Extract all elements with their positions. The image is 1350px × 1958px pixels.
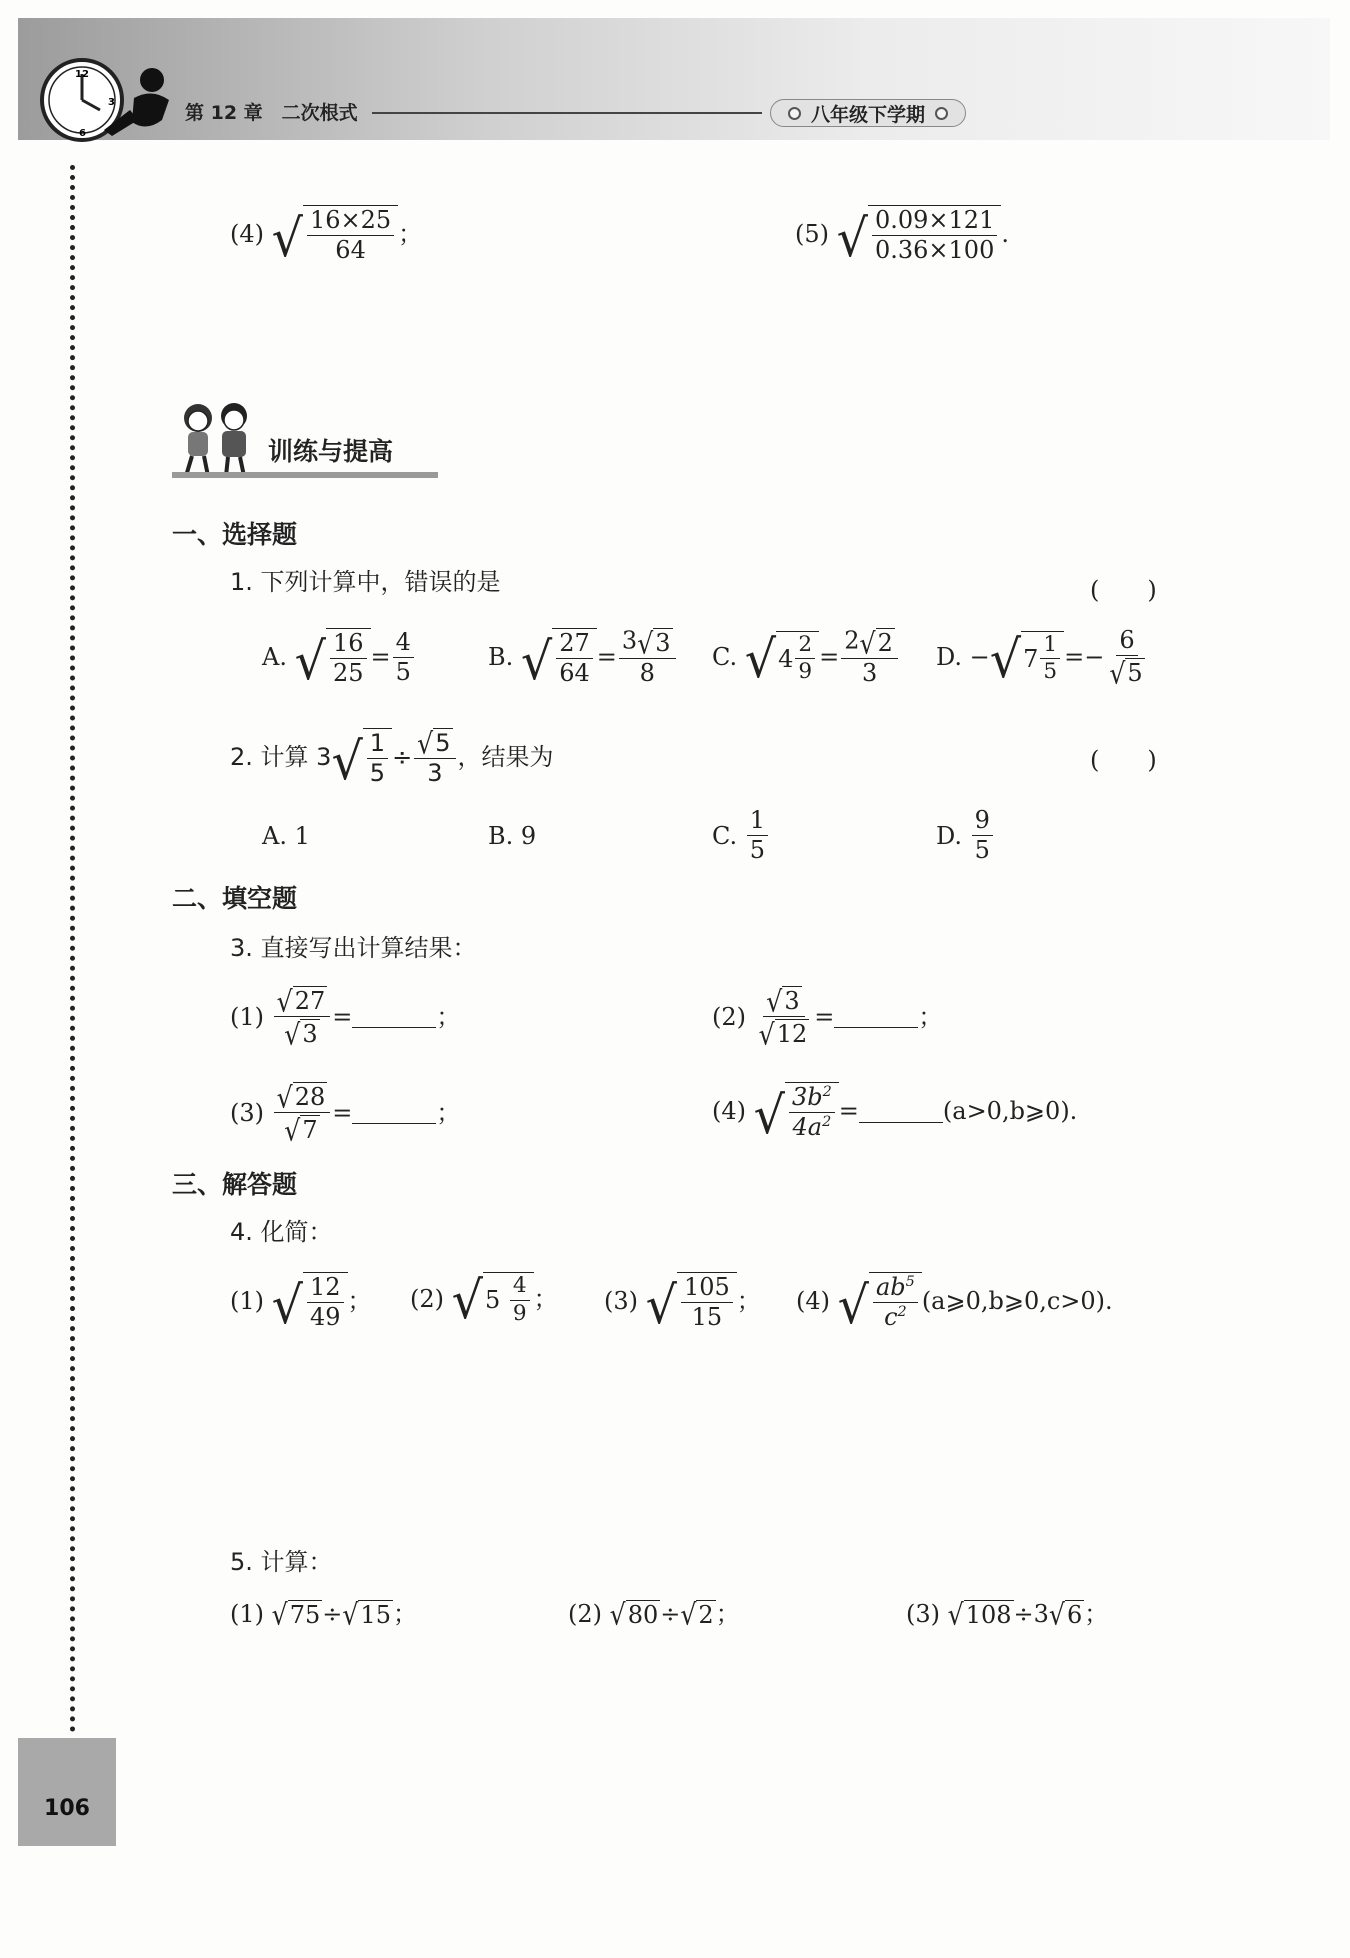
- section-banner-title: 训练与提高: [268, 437, 394, 466]
- grade-label: 八年级下学期: [810, 103, 925, 126]
- part-label: (2): [410, 1284, 444, 1313]
- numerator: 6: [1116, 628, 1137, 656]
- part-label: (3): [604, 1287, 638, 1316]
- q5-part-1: (1) √ 75 ÷ √ 15 ；: [230, 1597, 417, 1632]
- punctuation: ；: [436, 1098, 461, 1127]
- divide-sign: ÷: [392, 743, 413, 772]
- divide-sign: ÷: [322, 1599, 343, 1628]
- section-heading-choice: 一、选择题: [172, 520, 298, 549]
- denominator: 5: [1043, 659, 1058, 685]
- q1-option-d: D. − √ 7 $\frac{1}{5}$ =− 6 √ 5: [936, 626, 1143, 691]
- q5-part-3: (3) √ 108 ÷3 √ 6 ；: [906, 1597, 1109, 1632]
- page-number-box: [18, 1738, 116, 1846]
- answer-blank[interactable]: [352, 1101, 436, 1124]
- punctuation: ；: [347, 1287, 372, 1316]
- radicand: 2: [698, 1601, 714, 1629]
- numerator: 0.09×121: [872, 208, 997, 236]
- top-item-5: (5) √ $\frac{0.09\times 121}{0.36\times 100}$ .: [795, 206, 1009, 269]
- exponent: 2: [897, 1304, 907, 1321]
- svg-text:12: 12: [75, 69, 89, 80]
- option-label: D.: [936, 821, 963, 850]
- whole-part: 4: [778, 644, 794, 673]
- numerator: 9: [972, 808, 993, 836]
- denominator: 3: [427, 759, 443, 788]
- condition: (a>0,b⩾0).: [942, 1097, 1078, 1126]
- q1-option-a: A. √ $\frac{16}{25}$ = $\frac{4}{5}$: [262, 628, 416, 686]
- denominator: 5: [974, 836, 990, 865]
- svg-text:6: 6: [79, 128, 86, 139]
- equals-sign: =: [814, 1002, 835, 1031]
- option-value: 9: [520, 822, 537, 850]
- numerator: 16: [330, 631, 367, 659]
- numerator: 1: [747, 808, 768, 836]
- circle-icon: [935, 107, 948, 120]
- radicand: 5: [1127, 659, 1143, 688]
- section-heading-solve: 三、解答题: [172, 1170, 298, 1199]
- punctuation: ；: [1084, 1599, 1109, 1628]
- answer-blank[interactable]: [834, 1005, 918, 1028]
- denominator: 25: [332, 659, 364, 688]
- part-label: (4): [712, 1097, 746, 1126]
- radicand: 12: [776, 1020, 808, 1049]
- denominator: 0.36×100: [874, 236, 995, 265]
- q3-part-1: (1) √ 27 √ 3 = ；: [230, 985, 461, 1052]
- question-1-stem: 1. 下列计算中，错误的是: [230, 568, 501, 596]
- q2-option-d: [936, 808, 995, 863]
- header-rule: [372, 112, 762, 114]
- answer-paren: ( ): [1090, 746, 1157, 774]
- punctuation: .: [1001, 220, 1009, 249]
- punctuation: ；: [918, 1002, 943, 1031]
- chapter-title: 第 12 章 二次根式: [185, 102, 358, 124]
- part-label: (2): [712, 1002, 746, 1031]
- part-label: (3): [906, 1599, 940, 1628]
- radicand: 27: [294, 987, 326, 1015]
- part-label: (4): [796, 1287, 830, 1316]
- equals-sign: =: [332, 1002, 353, 1031]
- q2-option-c: [712, 808, 770, 863]
- coefficient: 2: [844, 626, 860, 655]
- grade-badge: [770, 99, 966, 127]
- dotted-margin-line: [70, 165, 75, 1733]
- punctuation: ；: [398, 220, 423, 249]
- numerator: 105: [681, 1275, 733, 1303]
- whole-part: 5: [484, 1286, 501, 1315]
- punctuation: ；: [392, 1599, 417, 1628]
- q1-option-b: B. √ $\frac{27}{64}$ = 3 √ 3 8: [488, 628, 678, 686]
- q3-part-3: (3) √ 28 √ 7 = ；: [230, 1081, 461, 1148]
- radicand: 6: [1066, 1601, 1083, 1629]
- option-label: D.: [936, 643, 963, 672]
- part-label: (1): [230, 1599, 264, 1628]
- section-heading-fill: 二、填空题: [172, 884, 298, 913]
- q5-part-2: (2) √ 80 ÷ √ 2 ；: [568, 1597, 740, 1632]
- punctuation: ；: [436, 1002, 461, 1031]
- question-2-stem: 2. 计算 3 √ $\frac{1}{5}$ ÷ √ 5 3 ，结果为: [230, 727, 554, 792]
- q2-option-b: [488, 824, 536, 848]
- divide-sign: ÷3: [1013, 1599, 1049, 1628]
- item-label: (4): [230, 220, 264, 249]
- denominator: c: [884, 1303, 898, 1332]
- radicand: 108: [965, 1601, 1012, 1629]
- exponent: 2: [822, 1114, 832, 1131]
- radicand: 28: [294, 1083, 326, 1111]
- punctuation: ；: [736, 1287, 761, 1316]
- radicand: 3: [655, 629, 671, 657]
- part-label: (3): [230, 1098, 264, 1127]
- equals-sign: =: [596, 643, 617, 672]
- equals-sign: =: [332, 1098, 353, 1127]
- punctuation: ；: [715, 1599, 740, 1628]
- minus-sign: −: [969, 643, 990, 672]
- radicand: 3: [784, 987, 800, 1015]
- condition: (a⩾0,b⩾0,c>0).: [921, 1287, 1113, 1316]
- numerator: ab: [875, 1273, 906, 1301]
- coefficient: 3: [621, 626, 638, 655]
- denominator: 3: [861, 659, 878, 688]
- numerator: 12: [307, 1275, 344, 1303]
- numerator: 27: [556, 631, 593, 659]
- q4-part-3: (3) √ $\frac{105}{15}$ ；: [604, 1273, 761, 1336]
- kids-illustration: [172, 398, 268, 480]
- option-label: A.: [262, 643, 287, 672]
- denominator: 9: [512, 1300, 527, 1326]
- numerator: 3b: [791, 1083, 823, 1111]
- denominator: 5: [395, 657, 411, 686]
- exponent: 5: [905, 1274, 915, 1290]
- stem-text: ，结果为: [457, 743, 554, 772]
- option-value: 1: [294, 822, 310, 850]
- answer-blank[interactable]: [352, 1005, 436, 1028]
- divide-sign: ÷: [660, 1599, 681, 1628]
- answer-paren: ( ): [1090, 576, 1157, 604]
- equals-sign: =: [819, 643, 840, 672]
- numerator: 1: [367, 731, 388, 759]
- circle-icon: [788, 107, 801, 120]
- numerator: 1: [1040, 634, 1060, 660]
- radicand: 75: [289, 1601, 321, 1629]
- question-4-stem: 4. 化简：: [230, 1218, 333, 1246]
- q2-option-a: [262, 824, 310, 848]
- denominator: 5: [369, 759, 386, 788]
- punctuation: ；: [533, 1284, 558, 1313]
- denominator: 9: [798, 659, 813, 685]
- question-3-stem: 3. 直接写出计算结果：: [230, 934, 477, 962]
- q1-option-c: C. √ 4 $\frac{2}{9}$ = 2 √ 2 3: [712, 628, 900, 686]
- q3-part-2: (2) √ 3 √ 12 = ；: [712, 985, 943, 1052]
- denominator: 4a: [792, 1113, 823, 1142]
- exponent: 2: [822, 1084, 832, 1100]
- svg-text:3: 3: [108, 97, 115, 108]
- denominator: 8: [639, 659, 655, 688]
- radicand: 80: [627, 1601, 659, 1629]
- q3-part-4: (4) √ $\frac{3b^2}{4a^2}$ = (a>0,b⩾0).: [712, 1083, 1078, 1146]
- part-label: (2): [568, 1599, 602, 1628]
- part-label: (1): [230, 1002, 264, 1031]
- radicand: 3: [302, 1020, 318, 1049]
- denominator: 49: [309, 1303, 341, 1332]
- numerator: 16×25: [307, 208, 394, 236]
- stem-text: 2. 计算 3: [230, 743, 332, 772]
- denominator: 64: [559, 659, 590, 688]
- page-number: 106: [44, 1796, 90, 1821]
- denominator: 64: [335, 236, 366, 265]
- equals-sign: =: [370, 643, 391, 672]
- numerator: 4: [393, 630, 414, 658]
- option-label: B.: [488, 822, 514, 850]
- option-label: C.: [712, 821, 738, 850]
- radicand: 2: [877, 629, 893, 657]
- numerator: 2: [795, 634, 815, 660]
- denominator: 15: [691, 1303, 723, 1332]
- q4-part-1: (1) √ $\frac{12}{49}$ ；: [230, 1273, 372, 1336]
- numerator: 4: [510, 1275, 530, 1301]
- denominator: 5: [749, 836, 766, 865]
- part-label: (1): [230, 1287, 264, 1316]
- radicand: 15: [360, 1601, 391, 1629]
- compass-runner-logo: [34, 50, 174, 150]
- equals-sign: =−: [1064, 643, 1105, 672]
- radicand: 5: [435, 729, 451, 757]
- answer-blank[interactable]: [859, 1100, 943, 1123]
- q4-part-4: (4) √ $\frac{ab^5}{c^2}$ (a⩾0,b⩾0,c>0).: [796, 1273, 1113, 1336]
- option-label: A.: [262, 822, 287, 850]
- banner-underline: [172, 472, 438, 478]
- q4-part-2: (2) √ 5 $\frac{4}{9}$ ；: [410, 1269, 558, 1331]
- option-label: B.: [488, 643, 514, 672]
- question-5-stem: 5. 计算：: [230, 1548, 333, 1576]
- top-item-4: (4) √ $\frac{16\times 25}{64}$ ；: [230, 206, 423, 269]
- equals-sign: =: [838, 1097, 859, 1126]
- whole-part: 7: [1023, 644, 1039, 673]
- option-label: C.: [712, 643, 738, 672]
- item-label: (5): [795, 220, 829, 249]
- radicand: 7: [302, 1116, 318, 1145]
